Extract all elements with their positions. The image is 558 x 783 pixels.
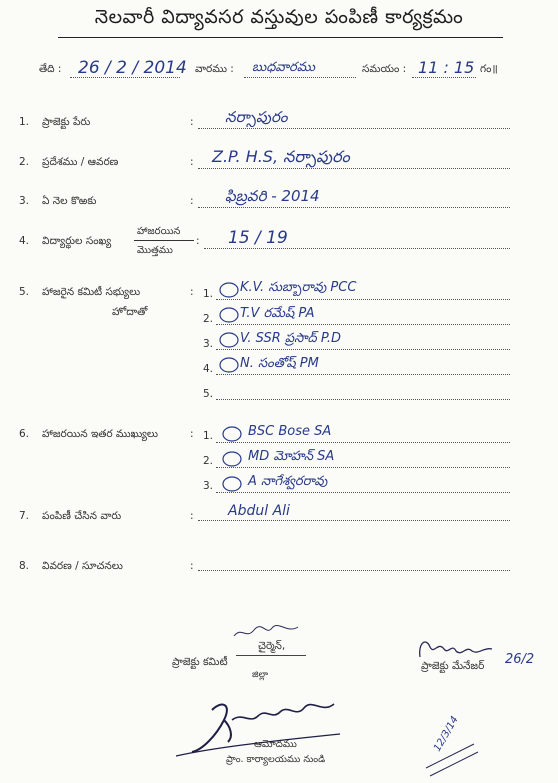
others-label: హాజరయిన ఇతర ముఖ్యులు xyxy=(42,428,159,440)
row-dots xyxy=(216,299,510,300)
row-dots xyxy=(198,520,510,521)
row-separator: : xyxy=(190,116,194,128)
row-number: 7. xyxy=(19,510,30,522)
committee-label: హాజరైన కమిటీ సభ్యులు xyxy=(42,286,141,298)
other-member: BSC Bose SA xyxy=(248,424,332,439)
day-value: బుధవారము xyxy=(252,60,316,75)
row-label-place: ప్రదేశము / ఆవరణ xyxy=(42,156,119,168)
member-number: 2. xyxy=(203,455,214,467)
title-underline xyxy=(58,37,503,38)
row-label-total: మొత్తము xyxy=(137,245,173,256)
row-label-students: విద్యార్థుల సంఖ్య xyxy=(42,235,112,247)
member-number: 2. xyxy=(203,313,214,325)
row-separator: : xyxy=(190,560,194,572)
other-member: A నాగేశ్వరరావు xyxy=(248,474,328,489)
row-separator: : xyxy=(196,235,200,247)
day-label: వారము : xyxy=(195,63,234,75)
committee-sub: జిల్లా xyxy=(252,670,269,680)
project-manager-title: ప్రాజెక్టు మేనేజర్ xyxy=(421,660,485,672)
chairman-signature xyxy=(232,622,302,642)
circled-initials-marks xyxy=(222,426,244,496)
row-dots xyxy=(198,570,510,571)
row-number: 4. xyxy=(19,235,30,247)
member-number: 3. xyxy=(203,480,214,492)
row-number: 5. xyxy=(19,286,30,298)
time-value: 11 : 15 xyxy=(418,58,475,77)
office-sub: ప్రాం. కార్యాలయము నుండి xyxy=(226,754,326,765)
fraction-line xyxy=(134,240,194,241)
date-value: 26 / 2 / 2014 xyxy=(78,58,187,78)
row-number: 2. xyxy=(19,156,30,168)
office-title: ఆమోదము xyxy=(254,739,297,750)
committee-member: N. సంతోష్ PM xyxy=(240,356,319,371)
row-dots xyxy=(216,467,510,468)
row-dots xyxy=(216,442,510,443)
project-manager-signature xyxy=(416,633,496,663)
member-number: 5. xyxy=(203,388,214,400)
stamp-date: 12/3/14 xyxy=(432,714,461,754)
day-dots xyxy=(244,77,356,78)
row-value-students: 15 / 19 xyxy=(228,228,288,248)
date-dots xyxy=(70,77,180,78)
row-number: 3. xyxy=(19,195,30,207)
row-number: 1. xyxy=(19,116,30,128)
row-label-present: హాజరయిన xyxy=(137,226,181,237)
member-number: 1. xyxy=(203,430,214,442)
row-separator: : xyxy=(190,428,194,440)
committee-member: K.V. సుబ్బారావు PCC xyxy=(240,280,357,295)
row-value-place: Z.P. H.S, నర్సాపురం xyxy=(212,147,350,166)
stamp-mark xyxy=(420,738,480,778)
distributor-label: పంపిణీ చేసిన వారు xyxy=(42,510,122,522)
row-separator: : xyxy=(190,156,194,168)
time-unit: గం॥ xyxy=(480,63,498,75)
row-label-project: ప్రాజెక్టు పేరు xyxy=(42,116,91,128)
row-dots xyxy=(198,207,510,208)
chairman-title: చైర్మెన్, xyxy=(258,640,286,652)
other-member: MD మోహన్ SA xyxy=(248,449,335,464)
member-number: 1. xyxy=(203,288,214,300)
member-number: 4. xyxy=(203,363,214,375)
row-label-month: ఏ నెల కొఱకు xyxy=(42,195,97,207)
date-label: తేది : xyxy=(39,63,62,75)
time-label: సమయం : xyxy=(362,63,407,75)
row-dots xyxy=(198,128,510,129)
row-separator: : xyxy=(190,510,194,522)
row-dots xyxy=(216,399,510,400)
row-separator: : xyxy=(190,195,194,207)
distributor-value: Abdul Ali xyxy=(228,503,290,519)
project-manager-date: 26/2 xyxy=(505,652,535,667)
committee-member: V. SSR ప్రసాద్ P.D xyxy=(240,331,342,346)
row-number: 8. xyxy=(19,560,30,572)
row-dots xyxy=(216,374,510,375)
row-dots xyxy=(216,349,510,350)
circled-initials-marks xyxy=(219,282,241,382)
page-title: నెలవారీ విద్యావసర వస్తువుల పంపిణీ కార్యక్రమం xyxy=(94,6,464,28)
row-dots xyxy=(216,324,510,325)
remarks-label: వివరణ / సూచనలు xyxy=(42,560,123,572)
row-dots xyxy=(198,168,510,169)
row-value-month: ఫిబ్రవరి - 2014 xyxy=(225,187,320,205)
row-dots xyxy=(204,248,510,249)
row-separator: : xyxy=(190,286,194,298)
committee-title: ప్రాజెక్టు కమిటీ xyxy=(172,656,228,668)
row-number: 6. xyxy=(19,428,30,440)
signature-line xyxy=(236,655,306,656)
member-number: 3. xyxy=(203,338,214,350)
row-dots xyxy=(216,492,510,493)
time-dots xyxy=(412,77,476,78)
committee-member: T.V రమేష్ PA xyxy=(240,306,315,321)
committee-sublabel: హోదాతో xyxy=(112,306,148,318)
row-value-project: నర్సాపురం xyxy=(225,108,288,126)
